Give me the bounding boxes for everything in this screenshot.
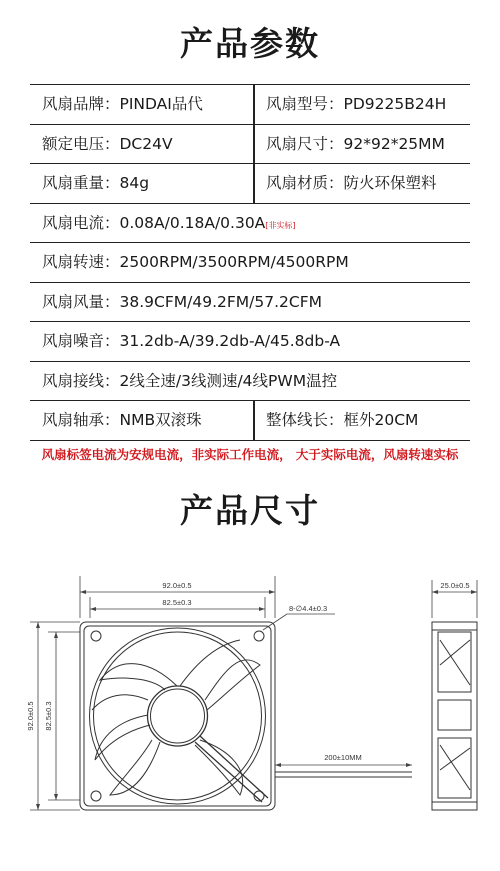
hole-spacing-v-label: 82.5±0.3 [44, 701, 53, 731]
dimensions-title: 产品尺寸 [180, 491, 320, 530]
spec-speed: 风扇转速：2500RPM/3500RPM/4500RPM [42, 253, 349, 271]
spec-row [30, 164, 470, 204]
spec-cable: 整体线长：框外20CM [266, 411, 419, 429]
fan-front-view [80, 622, 412, 810]
current-warning: 风扇标签电流为安规电流，非实际工作电流， 大于实际电流，风扇转速实标 [41, 447, 459, 462]
spec-row [30, 401, 470, 441]
spec-row [30, 84, 470, 125]
fan-dimension-drawing [0, 570, 500, 870]
spec-row [30, 204, 470, 244]
spec-table [30, 84, 470, 441]
spec-bearing: 风扇轴承：NMB双滚珠 [42, 411, 202, 429]
spec-row [30, 243, 470, 283]
spec-noise: 风扇噪音：31.2db-A/39.2db-A/45.8db-A [42, 332, 341, 350]
spec-voltage: 额定电压：DC24V [42, 134, 173, 153]
spec-row [30, 125, 470, 165]
spec-size: 风扇尺寸：92*92*25MM [266, 134, 445, 153]
spec-row [30, 362, 470, 402]
spec-wiring: 风扇接线：2线全速/3线测速/4线PWM温控 [42, 371, 338, 390]
column-divider [253, 401, 255, 440]
column-divider [253, 85, 255, 124]
outer-height-label: 92.0±0.5 [26, 701, 35, 731]
fan-side-view [432, 622, 477, 810]
spec-current-value: 风扇电流：0.08A/0.18A/0.30A [42, 213, 266, 232]
outer-width-label: 92.0±0.5 [162, 581, 192, 590]
spec-brand: 风扇品牌：PINDAI品代 [42, 95, 203, 113]
cable-length-label: 200±10MM [324, 753, 362, 762]
spec-material: 风扇材质：防火环保塑料 [266, 174, 437, 192]
thickness-label: 25.0±0.5 [440, 581, 470, 590]
spec-model: 风扇型号：PD9225B24H [266, 95, 447, 113]
spec-row [30, 283, 470, 323]
current-note: [非实标] [265, 220, 296, 230]
spec-current [42, 204, 296, 243]
spec-weight: 风扇重量：84g [42, 174, 150, 192]
params-title: 产品参数 [180, 24, 320, 63]
column-divider [253, 164, 255, 203]
spec-row [30, 322, 470, 362]
hole-spacing-label: 82.5±0.3 [162, 598, 192, 607]
column-divider [253, 125, 255, 164]
hole-spec-label: 8-∅4.4±0.3 [289, 604, 328, 613]
spec-airflow: 风扇风量：38.9CFM/49.2FM/57.2CFM [42, 292, 322, 311]
